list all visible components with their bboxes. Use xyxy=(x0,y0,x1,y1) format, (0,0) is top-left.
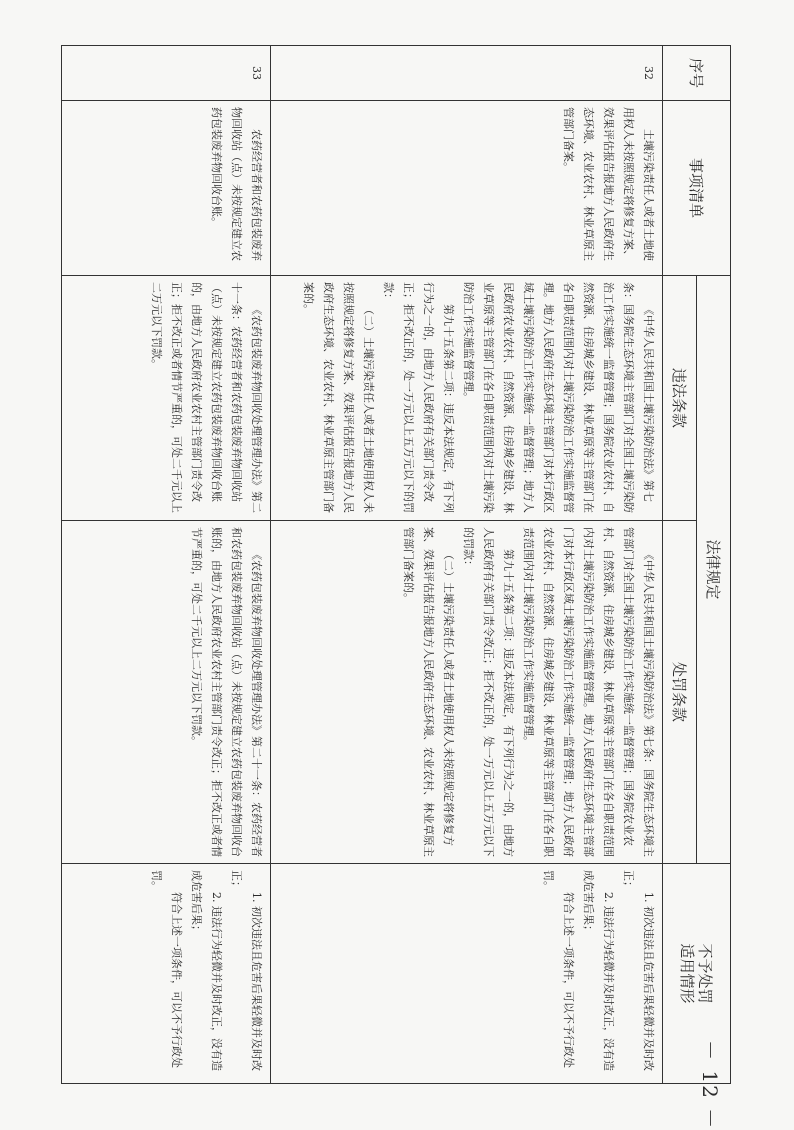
penalty-para-1: 《农药包装废弃物回收处理管理办法》第二十一条：农药经营者和农药包装废弃物回收站（点）未按规定建立农药包装废弃物回收台账的，由地方人民政府农业农村主管部门责令改正；拒不改正或者情节严重的，可处二千元以上二万元以下罚款。 xyxy=(190,527,263,857)
page-number: － 12 － xyxy=(698,1040,722,1130)
header-law: 法律规定 xyxy=(697,276,731,864)
penalty-para-1: 《中华人民共和国土壤污染防治法》第七条：国务院生态环境主管部门对全国土壤污染防治工作实施统一监督管理；国务院农业农村、自然资源、住房城乡建设、林业草原等主管部门在各自职责范围内对土壤污染防治工作实施监督管理。地方人民政府生态环境主管部门对本行政区域土壤污染防治工作实施统一监督管理；地方人民政府农业农村、自然资源、住房城乡建设、林业草原等主管部门在各自职责范围内对土壤污染防治工作实施监督管理。 xyxy=(522,527,655,857)
no-penalty-cond-1: 1. 初次违法且危害后果轻微并及时改正； xyxy=(622,870,655,1072)
row-penalty xyxy=(62,521,271,864)
header-item: 事项清单 xyxy=(663,101,731,276)
row-penalty xyxy=(271,521,663,864)
no-penalty-cond-2: 2. 违法行为轻微并及时改正，没有造成危害后果； xyxy=(190,870,223,1072)
row-seq: 33 xyxy=(62,46,271,101)
violation-para-3: （二）土壤污染责任人或者土地使用权人未按照规定将修复方案、效果评估报告报地方人民政府生态环境、农业农村、林业草原主管部门备案的。 xyxy=(302,282,375,513)
no-penalty-note: 符合上述一项条件，可以不予行政处罚。 xyxy=(542,870,575,1069)
row-item xyxy=(271,101,663,276)
penalty-table xyxy=(61,45,731,1084)
no-penalty-cond-1: 1. 初次违法且危害后果轻微并及时改正； xyxy=(230,870,263,1072)
penalty-para-3: （二）土壤污染责任人或者土地使用权人未按照规定将修复方案、效果评估报告报地方人民政府生态环境、农业农村、林业草原主管部门备案的。 xyxy=(402,527,455,857)
header-row-1 xyxy=(697,46,731,1084)
row-no-penalty xyxy=(62,864,271,1084)
violation-para-1: 《中华人民共和国土壤污染防治法》第七条：国务院生态环境主管部门对全国土壤污染防治工作实施统一监督管理；国务院农业农村、自然资源、住房城乡建设、林业草原等主管部门在各自职责范围内对土壤污染防治工作实施监督管理。地方人民政府生态环境主管部门对本行政区域土壤污染防治工作实施统一监督管理；地方人民政府农业农村、自然资源、住房城乡建设、林业草原等主管部门在各自职责范围内对土壤污染防治工作实施监督管理。 xyxy=(462,282,655,513)
header-seq: 序号 xyxy=(663,46,731,101)
rotated-page xyxy=(61,45,731,1083)
row-violation xyxy=(62,276,271,521)
row-item-text: 农药经营者和农药包装废弃物回收站（点）未按规定建立农药包装废弃物回收台账。 xyxy=(210,107,263,261)
table-row-32 xyxy=(271,46,663,1084)
row-no-penalty xyxy=(271,864,663,1084)
no-penalty-cond-2: 2. 违法行为轻微并及时改正，没有造成危害后果； xyxy=(582,870,615,1072)
violation-para-2: 第九十五条第二项：违反本法规定，有下列行为之一的，由地方人民政府有关部门责令改正；拒不改正的，处一万元以上五万元以下的罚款： xyxy=(382,282,455,513)
header-no-penalty-line1: 不予处罚 xyxy=(696,943,715,1004)
row-seq: 32 xyxy=(271,46,663,101)
no-penalty-note: 符合上述一项条件，可以不予行政处罚。 xyxy=(150,870,183,1069)
row-item xyxy=(62,101,271,276)
row-item-text: 土壤污染责任人或者土地使用权人未按照规定将修复方案、效果评估报告报地方人民政府生态环境、农业农村、林业草原主管部门备案。 xyxy=(562,107,655,261)
penalty-para-2: 第九十五条第二项：违反本法规定，有下列行为之一的，由地方人民政府有关部门责令改正；拒不改正的，处一万元以上五万元以下的罚款： xyxy=(462,527,515,857)
table-row-33 xyxy=(62,46,271,1084)
header-no-penalty-line2: 适用情形 xyxy=(678,943,697,1004)
header-violation: 违法条款 xyxy=(663,276,697,521)
row-violation xyxy=(271,276,663,521)
header-penalty: 处罚条款 xyxy=(663,521,697,864)
violation-para-1: 《农药包装废弃物回收处理管理办法》第二十一条：农药经营者和农药包装废弃物回收站（点）未按规定建立农药包装废弃物回收台账的，由地方人民政府农业农村主管部门责令改正；拒不改正或者情节严重的，可处二千元以上二万元以下罚款。 xyxy=(150,282,263,513)
